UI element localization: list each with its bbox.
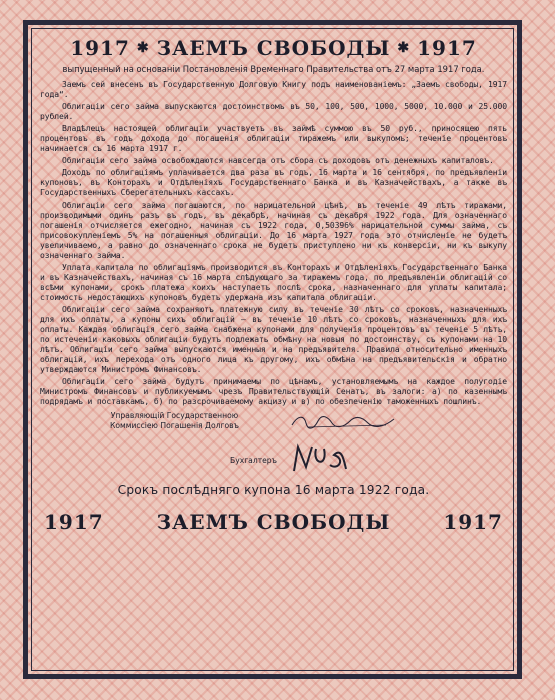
terms-paragraphs	[40, 80, 507, 407]
signature-block	[40, 411, 507, 481]
paragraph: Облигаціи сего займа будутъ принимаемы по цѣнамъ, установляемымъ на каждое полугодіе Министромъ Финансовъ и публикуемымъ чрезъ Правительствующій Сенатъ, въ залоги: а) по казеннымъ подрядамъ и поставкамъ, б) по разсрочиваемому акцизу и в) по обезпеченію таможенныхъ пошлинъ.	[40, 377, 507, 407]
star-icon: ✱	[397, 40, 411, 56]
manager-signature-icon	[288, 413, 398, 431]
paragraph: Владѣлецъ настоящей облигаціи участвуетъ въ займѣ суммою въ 50 руб., приносящею пять процентовъ въ годъ дохода до погашенія облигаціи тиражемъ или выкупомъ; теченіе процентовъ начинается съ 16 марта 1917 г.	[40, 124, 507, 154]
footer-title-row	[40, 510, 507, 534]
paragraph: Облигаціи сего займа погашаются, по нарицательной цѣнѣ, въ теченіе 49 лѣтъ тиражами, производимыми одинъ разъ въ годъ, въ декабрѣ, начиная съ декабря 1922 года. Для означеннаго погашенія отчисляется ежегодно, начиная съ 1922 года, 0,50396% нарицательной суммы займа, съ присовокупленіемъ 5% на погашенныя облигаціи. До 16 марта 1927 года это отчисленіе не будетъ увеличиваемо, а равно до означеннаго срока не будетъ приступлено ни къ конверсіи, ни къ выкупу означеннаго займа.	[40, 200, 507, 260]
manager-label-line: Управляющій Государственною	[110, 411, 239, 421]
header-year-left: 1917	[70, 36, 130, 60]
header-subtitle: выпущенный на основаніи Постановленія Временнаго Правительства отъ 27 марта 1917 года.	[62, 64, 485, 74]
accountant-signature-icon	[290, 441, 350, 477]
bond-text	[40, 34, 507, 664]
last-coupon-date: Срокъ послѣдняго купона 16 марта 1922 года.	[117, 483, 430, 498]
footer-title: ЗАЕМЪ СВОБОДЫ	[156, 510, 391, 535]
star-icon: ✱	[136, 40, 150, 56]
paragraph: Доходъ по облигаціямъ уплачивается два раза въ годъ, 16 марта и 16 сентября, по предъявленіи купоновъ, въ Конторахъ и Отдѣленіяхъ Государственнаго Банка и въ Казначействахъ, а также въ Государственныхъ Сберегательныхъ кассахъ.	[40, 168, 507, 198]
footer-year-right: 1917	[443, 510, 503, 535]
footer-year-left: 1917	[44, 510, 104, 535]
paragraph: Облигаціи сего займа выпускаются достоинствомъ въ 50, 100, 500, 1000, 5000, 10.000 и 25.000 рублей.	[40, 102, 507, 122]
paragraph: Облигаціи сего займа освобождаются навсегда отъ сбора съ доходовъ отъ денежныхъ капиталовъ.	[62, 156, 494, 166]
paragraph: Заемъ сей внесенъ въ Государственную Долговую Книгу подъ наименованіемъ: „Заемъ свободы, 1917 года“.	[40, 80, 507, 100]
manager-label	[110, 411, 239, 431]
accountant-label: Бухгалтеръ	[230, 456, 277, 466]
header-year-right: 1917	[417, 36, 477, 60]
manager-label-line: Коммиссіею Погашенія Долговъ	[110, 421, 239, 431]
header-title-row	[40, 34, 507, 62]
paragraph: Облигаціи сего займа сохраняютъ платежную силу въ теченіе 30 лѣтъ со сроковъ, назначенныхъ для ихъ оплаты, а купоны сихъ облигацій — въ теченіе 10 лѣтъ со сроковъ, назначенныхъ для ихъ оплаты. Каждая облигація сего займа снабжена купонами для полученія процентовъ въ теченіе 5 лѣтъ, по истеченіи каковыхъ облигаціи будутъ подлежать обмѣну на новыя по достоинству, съ купонами на 10 лѣтъ. Облигаціи сего займа выпускаются именныя и на предъявителя. Правила относительно именныхъ облигацій, ихъ перехода отъ одного лица къ другому, ихъ обмѣна на предъявительскія и обратно утверждаются Министромъ Финансовъ.	[40, 304, 507, 375]
header-title: ЗАЕМЪ СВОБОДЫ	[156, 36, 391, 60]
paragraph: Уплата капитала по облигаціямъ производится въ Конторахъ и Отдѣленіяхъ Государственнаго Банка и въ Казначействахъ, начиная съ 16 марта слѣдующаго за тиражемъ года, по предъявленіи облигацій со всѣми купонами, срокъ платежа коихъ наступаетъ послѣ срока, назначеннаго для уплаты капитала; стоимость недостающихъ купоновъ будетъ удержана изъ капитала облигаціи.	[40, 262, 507, 302]
